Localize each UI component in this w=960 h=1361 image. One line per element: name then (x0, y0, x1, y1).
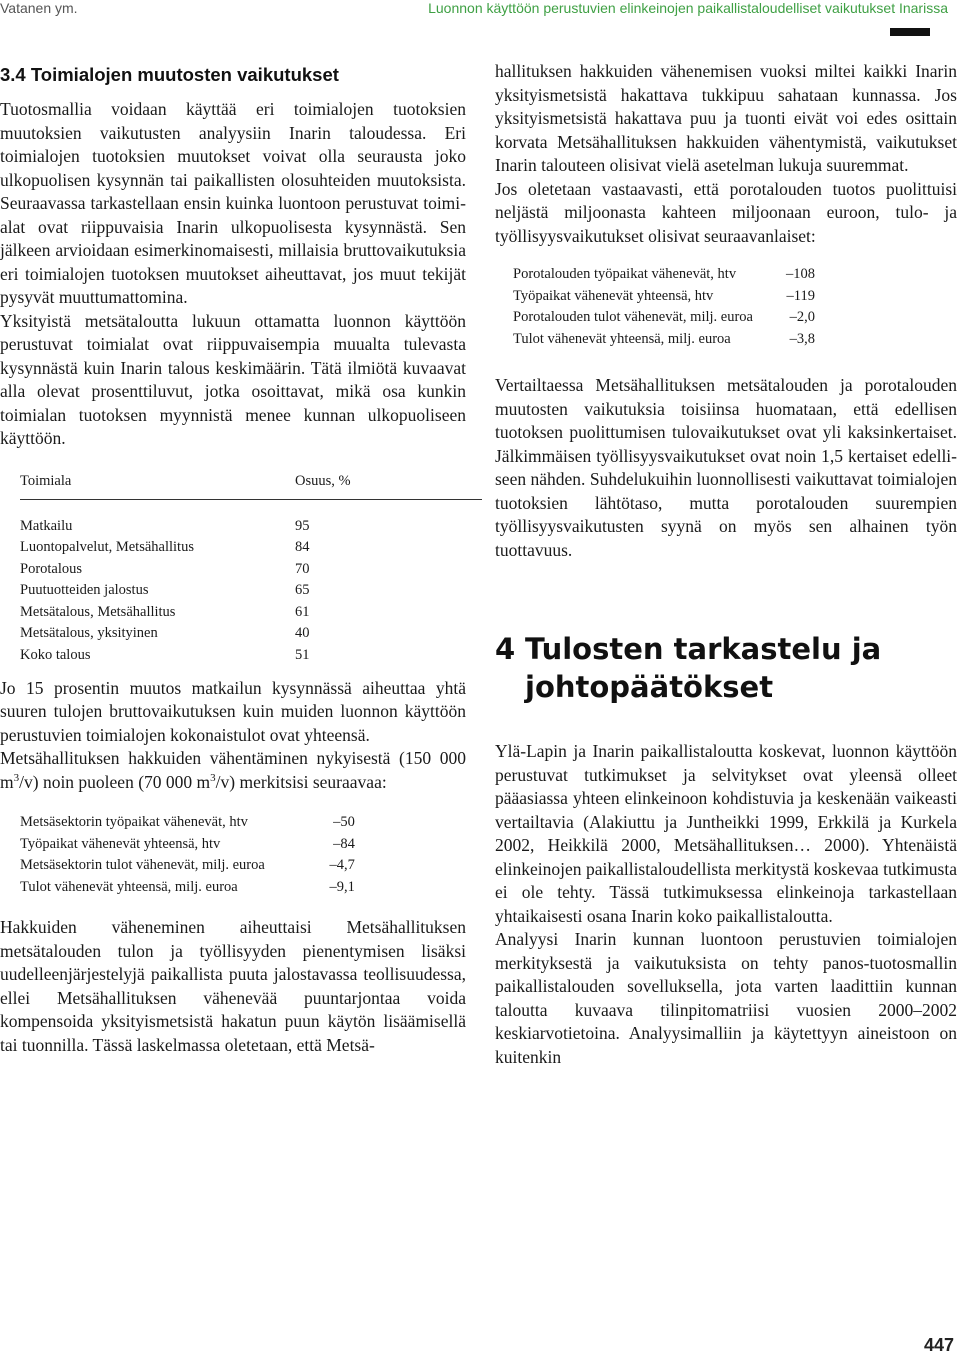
table-row (20, 623, 482, 645)
table-row (513, 329, 815, 351)
right-column (495, 60, 957, 1069)
impact-value: –9,1 (329, 878, 355, 895)
paragraph-with-units: Metsähallituksen hakkuiden vähentäminen nykyisestä (150 000 $m^3/v$) noin puoleen (70 000 $m^3/v$) merkitsisi seuraavaa: (0, 748, 466, 792)
impact-label: Tulot vähenevät yhteensä, milj. euroa (513, 330, 731, 347)
impact-value: –50 (333, 814, 355, 831)
paragraph: Tuotosmallia voidaan käyttää eri toimialojen tuotoksien muutoksien vaikutusten analyysiin Inarin taloudessa. Eri toimialojen tuotoksien muutokset voivat olla seurausta joko ulkopuolisen kysynnän tai paikallisten olosuhteiden muutoksista. Seuraavassa tarkastellaan ensin kuinka luontoon perustuvat toimialat ovat riippuvaisia Inarin ulkopuolisesta kysynnästä. Sen jälkeen arvioidaan esimerkinomaisesti, millaisia bruttovaikutuksia eri toimialojen tuotoksen muutokset aiheuttavat, jos muut tekijät pysyvät muuttumattomina. (0, 99, 466, 307)
impact-label: Työpaikat vähenevät yhteensä, htv (513, 287, 714, 304)
running-header-authors: Vatanen ym. (0, 0, 78, 16)
share-value: 70 (295, 560, 310, 577)
impact-value: –3,8 (789, 330, 815, 347)
table-row (20, 812, 355, 834)
table-row (20, 645, 482, 667)
share-value: 84 (295, 539, 310, 556)
table-header-row (20, 473, 482, 500)
industry-name: Porotalous (20, 560, 83, 577)
impact-label: Tulot vähenevät yhteensä, milj. euroa (20, 878, 238, 895)
paragraph: hallituksen hakkuiden vähenemisen vuoksi miltei kaikki Inarin yksityismetsistä hakattava tukkipuu sahataan kunnassa. Jos yksityismetsistä hakattava puu ja tuonti eivät voi edes osittain korvata Metsähallituksen hakkuiden vähentymistä, vaikutukset Inarin talouteen olisivat vielä asetelman lukuja suuremmat. (495, 61, 957, 175)
table-row (513, 307, 815, 329)
impact-label: Porotalouden työpaikat vähenevät, htv (513, 266, 737, 282)
paragraph: Vertailtaessa Metsähallituksen metsätalouden ja porotalouden muutosten vaikutuksia toisiinsa huomataan, että edellisen tuotoksen puolittumisen tulovaikutukset ovat yli kaksinkertaiset. Jälkimmäisen työllisyysvaikutukset ovat noin 1,5 kertaiset edelliseen nähden. Suhdelukuihin luonnollisesti vaikuttavat toimialojen tuotoksien lähtötaso, mutta porotalouden suurempien työllisyysvaikutusten syynä on myös sen alhainen työn tuottavuus. (495, 375, 957, 560)
table-row (20, 580, 482, 602)
table-row (20, 877, 355, 899)
chapter-title-line1: Tulosten tarkastelu ja (525, 632, 882, 666)
industry-name: Metsätalous, yksityinen (20, 625, 158, 642)
superscript: 3 (210, 771, 216, 784)
forestry-impact-table (20, 812, 355, 898)
table-row (513, 264, 815, 286)
header-marker-bar (890, 28, 930, 36)
share-value: 61 (295, 603, 310, 620)
page-number: 447 (923, 1335, 954, 1355)
impact-value: –108 (786, 266, 815, 282)
industry-name: Metsätalous, Metsähallitus (20, 603, 176, 620)
industry-share-table (20, 473, 482, 667)
impact-label: Työpaikat vähenevät yhteensä, htv (20, 835, 221, 852)
share-value: 40 (295, 625, 310, 642)
running-header-title: Luonnon käyttöön perustuvien elinkeinojen paikallistaloudelliset vaikutukset Inarissa (428, 0, 948, 16)
impact-label: Metsäsektorin työpaikat vähenevät, htv (20, 814, 248, 831)
section-title: 3.4 Toimialojen muutosten vaikutukset (0, 64, 339, 85)
chapter-title (495, 630, 957, 706)
impact-label: Porotalouden tulot vähenevät, milj. euroa (513, 309, 753, 325)
table-row (20, 559, 482, 581)
share-value: 95 (295, 517, 310, 534)
paragraph: Yksityistä metsätaloutta lukuun ottamatta luonnon käyttöön perustuvat toimialat ovat riippuvaisempia muualta tulevasta kysynnästä kuin Inarin talous keskimäärin. Tätä ilmiötä kuvaavat alla olevat prosenttiluvut, jotka osoittavat, mikä osa kunkin toimialan tuotoksen myynnistä menee kunnan ulkopuoliseen käyttöön. (0, 310, 466, 448)
column-header-industry: Toimiala (20, 473, 295, 500)
table-row (20, 537, 482, 559)
left-column (0, 60, 466, 1057)
paragraph: Analyysi Inarin kunnan luontoon perustuvien toimialojen merkityksestä ja vaikutuksista on tehty panos-tuotosmallin paikallistalouden sovelluksella, jota varten laadittiin kunnan taloutta kuvaava tilinpitomatriisi vuosien 2000–2002 keskiarvotietoina. Analyysimalliin ja käytettyyn aineistoon on kuitenkin (495, 929, 957, 1067)
table-row (20, 855, 355, 877)
table-row (20, 602, 482, 624)
industry-name: Puutuotteiden jalostus (20, 582, 149, 599)
column-header-share: Osuus, % (295, 473, 482, 500)
share-value: 51 (295, 647, 310, 664)
impact-value: –4,7 (329, 857, 355, 874)
table-row (20, 834, 355, 856)
paragraph: Ylä-Lapin ja Inarin paikallistaloutta koskevat, luonnon käyttöön perustuvat tutkimukset ja selvitykset ovat yleensä olleet pääasiassa yhteen elinkeinoon kohdistuvia ja keskenään vaikeasti vertailtavia (Alakiuttu ja Juntheikki 1999, Erkkilä ja Kurkela 2002, Heikkilä 2000, Metsähallituksen… 2000). Yhtenäistä elinkeinojen paikallistaloudellista merkitystä koskevaa tutkimusta ei ole tehty. Tässä tutkimuksessa elinkeinoja tarkastellaan yhtaikaisesti osana Inarin koko paikallistaloutta. (495, 741, 957, 926)
chapter-number: 4 (495, 632, 516, 666)
impact-value: –119 (786, 287, 815, 304)
share-value: 65 (295, 582, 310, 599)
table-row (20, 499, 482, 537)
paragraph: Hakkuiden väheneminen aiheuttaisi Metsähallituksen metsätalouden tulon ja työllisyyden pienentymisen lisäksi uudelleenjärjestelyjä paikallista puuta jalostavassa teollisuudessa, ellei Metsähallituksen vähenevää puuntarjontaa voida kompensoida yksityismetsistä hakatun puun käytön lisäämisellä tai tuonnilla. Tässä laskelmassa oletetaan, että Metsä- (0, 917, 466, 1055)
chapter-title-line2: johtopäätökset (525, 670, 774, 704)
industry-name: Matkailu (20, 517, 73, 534)
impact-label: Metsäsektorin tulot vähenevät, milj. euroa (20, 857, 265, 874)
reindeer-impact-table (513, 264, 815, 350)
impact-value: –2,0 (789, 309, 815, 325)
industry-name: Luontopalvelut, Metsähallitus (20, 539, 194, 556)
impact-value: –84 (333, 835, 355, 852)
table-row (513, 286, 815, 308)
industry-name: Koko talous (20, 647, 91, 664)
paragraph: Jos oletetaan vastaavasti, että porotalouden tuotos puolittuisi neljästä miljoonasta kahteen miljoonaan euroon, tulo- ja työllisyysvaikutukset olisivat seuraavanlaiset: (495, 178, 957, 246)
superscript: 3 (13, 771, 20, 784)
paragraph: Jo 15 prosentin muutos matkailun kysynnässä aiheuttaa yhtä suuren tulojen bruttovaikutuksen kuin muiden luonnon käyttöön perustuvien toimialojen kokonaistulot ovat yhteensä. (0, 677, 466, 745)
